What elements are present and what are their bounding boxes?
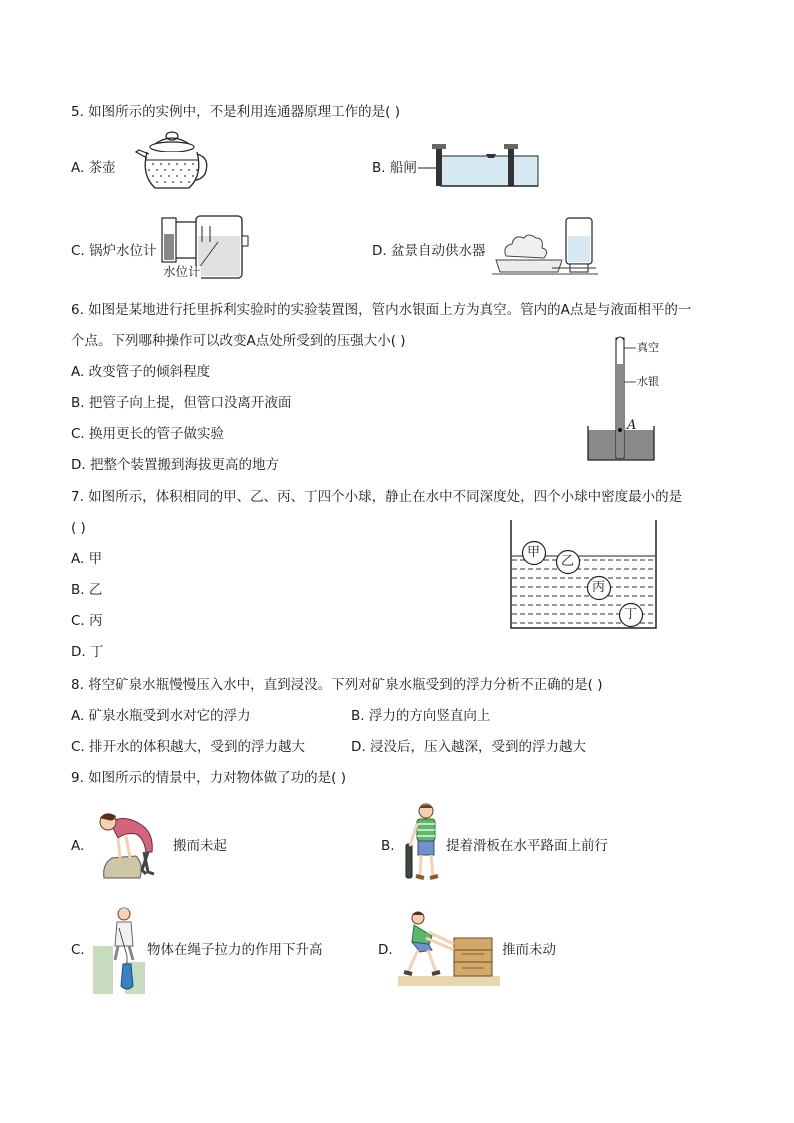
q5-option-c[interactable]: C. 锅炉水位计 xyxy=(71,243,157,259)
q7-option-c[interactable]: C. 丙 xyxy=(71,613,103,629)
torricelli-vacuum-label: 真空 xyxy=(637,341,659,354)
q7-option-b[interactable]: B. 乙 xyxy=(71,582,103,598)
boy-pushing-cabinet-figure xyxy=(398,910,500,986)
q8-option-c[interactable]: C. 排开水的体积越大，受到的浮力越大 xyxy=(71,739,306,755)
torricelli-mercury-label: 水银 xyxy=(637,375,659,388)
q8-option-b[interactable]: B. 浮力的方向竖直向上 xyxy=(351,708,491,724)
q6-option-a[interactable]: A. 改变管子的倾斜程度 xyxy=(71,364,211,380)
q6-option-b[interactable]: B. 把管子向上提，但管口没离开液面 xyxy=(71,395,292,411)
q7-option-a[interactable]: A. 甲 xyxy=(71,551,103,567)
ball-yi-label: 乙 xyxy=(561,554,575,569)
boiler-gauge-label: 水位计 xyxy=(163,264,201,279)
q9-option-b-letter[interactable]: B. xyxy=(381,838,395,854)
q6-option-d[interactable]: D. 把整个装置搬到海拔更高的地方 xyxy=(71,457,279,473)
q9-option-d-letter[interactable]: D. xyxy=(378,942,393,958)
ball-bing-label: 丙 xyxy=(592,580,606,595)
boy-carrying-skateboard-figure xyxy=(404,802,444,886)
ball-ding-label: 丁 xyxy=(624,607,638,622)
q9-option-d[interactable]: 推而未动 xyxy=(502,942,556,958)
q7-stem-line2: ( ) xyxy=(71,520,86,536)
q5-stem: 5. 如图所示的实例中，不是利用连通器原理工作的是( ) xyxy=(71,104,400,120)
q6-stem-line1: 6. 如图是某地进行托里拆利实验时的实验装置图，管内水银面上方为真空。管内的A点是与液面相平的一 xyxy=(71,302,692,318)
ball-jia-label: 甲 xyxy=(527,545,541,560)
q9-stem: 9. 如图所示的情景中，力对物体做了功的是( ) xyxy=(71,770,346,786)
q6-stem-line2: 个点。下列哪种操作可以改变A点处所受到的压强大小( ) xyxy=(71,333,406,349)
q5-option-b[interactable]: B. 船闸 xyxy=(372,160,417,176)
q8-option-a[interactable]: A. 矿泉水瓶受到水对它的浮力 xyxy=(71,708,251,724)
q5-option-a[interactable]: A. 茶壶 xyxy=(71,160,116,176)
torricelli-point-label: A xyxy=(627,418,637,433)
q9-option-b[interactable]: 提着滑板在水平路面上前行 xyxy=(446,838,608,854)
woman-lifting-stone-figure xyxy=(96,808,164,880)
q8-stem: 8. 将空矿泉水瓶慢慢压入水中，直到浸没。下列对矿泉水瓶受到的浮力分析不正确的是( ) xyxy=(71,677,603,693)
q7-option-d[interactable]: D. 丁 xyxy=(71,644,104,660)
q9-option-a[interactable]: 搬而未起 xyxy=(173,838,227,854)
q9-option-c[interactable]: 物体在绳子拉力的作用下升高 xyxy=(147,942,323,958)
q9-option-a-letter[interactable]: A. xyxy=(71,838,85,854)
q5-option-d[interactable]: D. 盆景自动供水器 xyxy=(372,243,486,259)
q7-stem-line1: 7. 如图所示，体积相同的甲、乙、丙、丁四个小球，静止在水中不同深度处，四个小球中密度最小的是 xyxy=(71,489,683,505)
teapot-figure xyxy=(135,130,210,192)
q6-option-c[interactable]: C. 换用更长的管子做实验 xyxy=(71,426,225,442)
q9-option-c-letter[interactable]: C. xyxy=(71,942,85,958)
ship-lock-figure xyxy=(418,140,540,190)
man-lifting-bucket-figure xyxy=(93,906,147,994)
q8-option-d[interactable]: D. 浸没后，压入越深，受到的浮力越大 xyxy=(351,739,586,755)
bonsai-water-feeder-figure xyxy=(492,216,598,280)
